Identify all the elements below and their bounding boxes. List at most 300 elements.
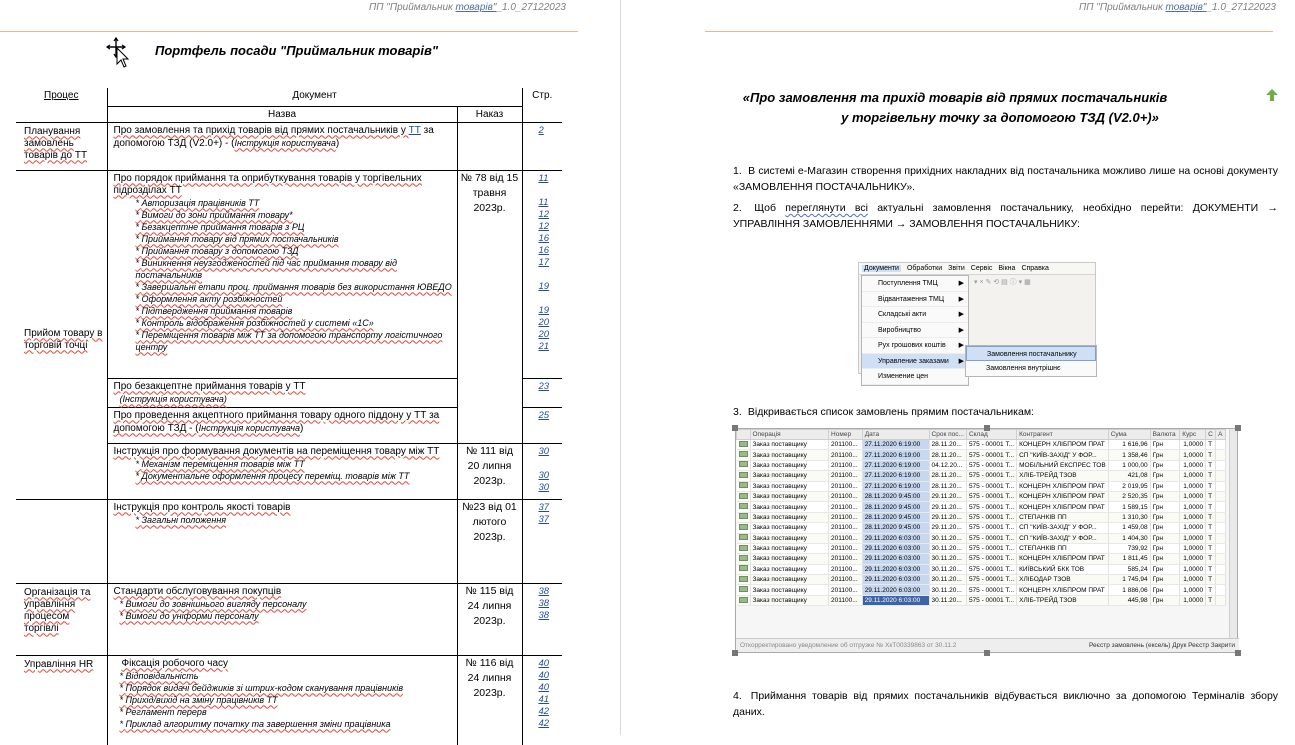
order-row[interactable] (737, 595, 1226, 605)
doc-subitem: * Вимоги до зони приймання товару* (114, 209, 453, 221)
doc-subitem: * Оформлення акту розбіжностей (114, 293, 453, 305)
order-cell: Заказ поставщику (750, 502, 829, 512)
order-cell: Грн (1150, 533, 1180, 543)
order-row[interactable] (737, 460, 1226, 470)
paragraph-text: Щоб (754, 202, 786, 214)
order-cell: Заказ поставщику (750, 460, 829, 470)
order-cell: 1 811,45 (1108, 554, 1150, 564)
order-row[interactable] (737, 502, 1226, 512)
row-icon-cell (737, 460, 751, 470)
doc-title: Фіксація робочого часу (121, 657, 229, 669)
doc-link[interactable]: ТТ (408, 124, 421, 136)
order-cell: Т (1206, 543, 1216, 553)
page-link[interactable]: 30 (538, 481, 550, 493)
order-cell: 421,08 (1108, 471, 1150, 481)
page-link[interactable]: 16 (538, 244, 550, 256)
order-cell: СП "КИЇВ-ЗАХІД" У ФОР... (1017, 533, 1109, 543)
submenu-supplier-order[interactable]: Замовлення постачальнику (966, 346, 1096, 361)
order-cell: № 111 від 20 липня 2023р. (457, 443, 522, 499)
dropdown-item[interactable]: Рух грошових коштів ▶ (862, 338, 968, 354)
row-icon-cell (737, 595, 751, 605)
paragraph-text: Відкривається список замовлень прямим постачальникам: (747, 406, 1034, 418)
order-cell: 575 - 00001 Т... (966, 512, 1016, 522)
order-row[interactable] (737, 440, 1226, 450)
order-cell: 29.11.2020 6:03:00 (862, 564, 929, 574)
order-cell: 201100... (829, 543, 863, 553)
order-cell: 201100... (829, 533, 863, 543)
resize-handle[interactable] (984, 650, 990, 656)
dropdown-item-orders[interactable]: Управление заказами ▶ (862, 354, 968, 370)
order-cell: КОНЦЕРН ХЛІБПРОМ ПРАТ (1017, 491, 1109, 501)
header-rule (705, 31, 1273, 32)
document-icon (739, 524, 748, 530)
dropdown-item[interactable]: Складські акти ▶ (862, 307, 968, 323)
doc-note: (Інструкція користувача) (119, 393, 227, 404)
document-icon (739, 586, 748, 592)
page-link[interactable]: 23 (538, 380, 550, 392)
row-icon-cell (737, 491, 751, 501)
page-link[interactable]: 21 (538, 340, 550, 352)
order-cell (1216, 471, 1226, 481)
dropdown-item[interactable]: Изменение цен (862, 369, 968, 385)
order-cell: СП "КИЇВ-ЗАХІД" У ФОР... (1017, 450, 1109, 460)
row-icon-cell (737, 450, 751, 460)
order-cell: 30.11.20... (929, 575, 966, 585)
order-cell (1216, 533, 1226, 543)
col-header[interactable]: Склад (966, 430, 1016, 440)
process-cell: Прийом товару в торговій точці (16, 170, 107, 499)
order-cell: 29.11.20... (929, 523, 966, 533)
doc-subitem: * Завершальні етапи проц. приймання товарів без використання ЮВЕДО (114, 281, 453, 293)
page-link[interactable]: 42 (538, 717, 550, 729)
page-link[interactable]: 38 (538, 597, 550, 609)
order-cell: 201100... (829, 481, 863, 491)
dropdown-item[interactable]: Поступлення ТМЦ ▶ (862, 276, 968, 292)
order-cell: 575 - 00001 Т... (966, 585, 1016, 595)
order-cell: Грн (1150, 491, 1180, 501)
table-row (16, 499, 562, 583)
table-row (16, 170, 562, 378)
doc-title: Про безакцептне приймання товарів у ТТ (113, 380, 306, 392)
orders-header-row (737, 430, 1226, 440)
order-cell: 29.11.2020 6:03:00 (862, 575, 929, 585)
order-cell: 29.11.20... (929, 491, 966, 501)
order-cell: 29.11.2020 6:03:00 (862, 543, 929, 553)
page-cell (522, 407, 562, 443)
dropdown-item[interactable]: Виробництво ▶ (862, 323, 968, 339)
document-cell (107, 122, 457, 170)
paragraph-text: актуальні замовлення постачальнику, необхідно перейти: ДОКУМЕНТИ → УПРАВЛІННЯ ЗАМОВЛЕННЯМИ → ЗАМОВЛЕННЯ ПОСТАЧАЛЬНИКУ: (733, 202, 1278, 230)
page-link[interactable]: 12 (538, 208, 550, 220)
doc-title: Інструкція про контроль якості товарів (113, 501, 291, 513)
order-cell: Грн (1150, 440, 1180, 450)
doc-subitem: * Механізм переміщення товарів між ТТ (114, 458, 453, 470)
page-cell (522, 170, 562, 378)
order-cell: 201100... (829, 585, 863, 595)
resize-handle[interactable] (984, 425, 990, 431)
page-link[interactable]: 37 (538, 501, 550, 513)
order-cell: 1 310,30 (1108, 512, 1150, 522)
order-cell: Грн (1150, 450, 1180, 460)
document-cell (107, 378, 457, 407)
process-cell (16, 499, 107, 583)
page-link[interactable]: 38 (538, 609, 550, 621)
document-cell (107, 499, 457, 583)
doc-subitem: * Авторизація працівників ТТ (114, 197, 453, 209)
page-link[interactable]: 30 (538, 469, 550, 481)
doc-subitem: * Документальне оформлення процесу переміщ. товарів між ТТ (114, 470, 453, 482)
order-cell: Т (1206, 471, 1216, 481)
order-cell: СТЕПАНКІВ ПП (1017, 512, 1109, 522)
order-cell: 201100... (829, 564, 863, 574)
menu-processing[interactable]: Обработки (906, 265, 943, 272)
order-cell: 1,0000 (1180, 460, 1206, 470)
row-icon-cell (737, 523, 751, 533)
doc-subitem: * Контроль відображення розбіжностей у системі «1С» (114, 317, 453, 329)
doc-note: Інструкція користувача (234, 137, 336, 148)
instruction-title-line1: «Про замовлення та прихід товарів від прямих постачальників (742, 90, 1168, 105)
document-icon (739, 472, 748, 478)
order-cell: 28.11.2020 9:45:00 (862, 491, 929, 501)
page-link[interactable]: 41 (538, 693, 550, 705)
order-row[interactable] (737, 585, 1226, 595)
order-cell: 1,0000 (1180, 502, 1206, 512)
doc-subitem: * Вимоги до зовнішнього вигляду персоналу (114, 598, 453, 610)
doc-title-close: ) (335, 137, 340, 149)
menu-reports[interactable]: Звіти (948, 265, 965, 272)
head-order: Наказ (457, 106, 522, 122)
order-cell: 28.11.2020 9:45:00 (862, 512, 929, 522)
doc-title-close: ) (300, 422, 304, 434)
move-cursor-icon (106, 37, 130, 69)
order-cell: 575 - 00001 Т... (966, 450, 1016, 460)
page-link[interactable]: 20 (538, 316, 550, 328)
order-cell: КИЇВСЬКИЙ БКК ТОВ (1017, 564, 1109, 574)
row-icon-cell (737, 481, 751, 491)
portfolio-table (16, 88, 562, 745)
arrow-up-icon[interactable] (1265, 88, 1279, 102)
row-icon-cell (737, 533, 751, 543)
order-cell: КОНЦЕРН ХЛІБПРОМ ПРАТ (1017, 481, 1109, 491)
document-icon (739, 513, 748, 519)
doc-title: Про замовлення та прихід товарів від прямих постачальників у (113, 124, 409, 136)
order-cell: 575 - 00001 Т... (966, 481, 1016, 491)
doc-title: Про проведення акцептного приймання товару одного піддону у ТТ за допомогою ТЗД - ( (113, 409, 440, 434)
order-cell: 201100... (829, 471, 863, 481)
order-cell: КОНЦЕРН ХЛІБПРОМ ПРАТ (1017, 502, 1109, 512)
chevron-right-icon: ▶ (958, 326, 964, 334)
order-cell: Грн (1150, 460, 1180, 470)
order-cell: Грн (1150, 523, 1180, 533)
doc-subitem: * Безакцептне приймання товарів з РЦ (114, 221, 453, 233)
table-row (16, 655, 562, 745)
menu-service[interactable]: Сервіс (970, 265, 993, 272)
page-link[interactable]: 19 (538, 304, 550, 316)
order-cell: Т (1206, 533, 1216, 543)
row-icon-cell (737, 575, 751, 585)
page-link[interactable]: 2 (538, 124, 544, 136)
col-header[interactable]: Дата (862, 430, 929, 440)
order-cell: Заказ поставщику (750, 481, 829, 491)
page-header: ПП "Приймальник товарів"_1.0_27122023 (369, 2, 566, 13)
col-header[interactable]: С (1206, 430, 1216, 440)
page-gutter (578, 0, 705, 735)
page-link[interactable]: 12 (538, 220, 550, 232)
order-cell: 1,0000 (1180, 450, 1206, 460)
order-cell: Грн (1150, 502, 1180, 512)
document-icon (739, 565, 748, 571)
order-cell: 30.11.20... (929, 554, 966, 564)
order-cell: 1 616,96 (1108, 440, 1150, 450)
order-cell: 201100... (829, 460, 863, 470)
page-link[interactable]: 11 (538, 172, 549, 184)
order-cell (1216, 543, 1226, 553)
order-cell: Заказ поставщику (750, 585, 829, 595)
col-header[interactable]: Номер (829, 430, 863, 440)
doc-subitem: * Приклад алгоритму початку та завершення зміни працівника (114, 718, 453, 730)
document-icon (739, 534, 748, 540)
order-row[interactable] (737, 564, 1226, 574)
order-cell: Т (1206, 450, 1216, 460)
order-cell: 201100... (829, 575, 863, 585)
page-link[interactable]: 19 (538, 280, 550, 292)
order-cell (1216, 595, 1226, 605)
order-cell: Грн (1150, 595, 1180, 605)
col-header[interactable]: Контрагент (1017, 430, 1109, 440)
doc-subitem: * Приймання товару від прямих постачальників (114, 233, 453, 245)
order-row[interactable] (737, 450, 1226, 460)
order-cell: 1,0000 (1180, 471, 1206, 481)
order-cell: 1,0000 (1180, 543, 1206, 553)
order-cell (1216, 440, 1226, 450)
list-number: 4. (733, 690, 742, 702)
doc-subitem: * Регламент перерв (114, 706, 453, 718)
order-cell: Заказ поставщику (750, 554, 829, 564)
order-cell: СТЕПАНКІВ ПП (1017, 543, 1109, 553)
order-cell: 29.11.2020 6:03:00 (862, 595, 929, 605)
page-link[interactable]: 37 (538, 513, 550, 525)
order-cell: 575 - 00001 Т... (966, 595, 1016, 605)
page-link[interactable]: 42 (538, 705, 550, 717)
submenu-internal-order[interactable]: Замовлення внутрішнє (986, 365, 1061, 372)
order-cell (1216, 554, 1226, 564)
order-cell: 04.12.20... (929, 460, 966, 470)
head-name: Назва (107, 106, 457, 122)
chevron-right-icon: ▶ (958, 311, 964, 318)
order-cell: СП "КИЇВ-ЗАХІД" У ФОР... (1017, 523, 1109, 533)
toolbar-icons: ▾ × ✎ ⟲ ▤ ⓘ ▾ ▦ (974, 279, 1031, 286)
order-cell: Т (1206, 491, 1216, 501)
resize-handle[interactable] (1235, 650, 1241, 656)
page-link[interactable]: 17 (538, 256, 550, 268)
order-cell: 575 - 00001 Т... (966, 543, 1016, 553)
resize-handle[interactable] (732, 425, 738, 431)
doc-subitem: * Відповідальність (114, 670, 453, 682)
head-page: Стр. (522, 88, 562, 122)
paragraph-2 (733, 200, 1278, 232)
chevron-right-icon: ▶ (958, 342, 964, 349)
paragraph-1 (733, 163, 1278, 195)
doc-subitem: * Загальні положення (114, 514, 453, 526)
order-cell: Т (1206, 585, 1216, 595)
order-row[interactable] (737, 554, 1226, 564)
order-cell (1216, 585, 1226, 595)
document-page-right (705, 0, 1295, 735)
document-icon (739, 482, 748, 488)
order-cell: 575 - 00001 Т... (966, 440, 1016, 450)
row-icon-cell (737, 554, 751, 564)
process-cell: Планування замовлень товарів до ТТ (16, 122, 107, 170)
page-link[interactable]: 40 (538, 681, 550, 693)
order-cell: № 78 від 15 травня 2023р. (457, 170, 522, 443)
order-row[interactable] (737, 523, 1226, 533)
page-link[interactable]: 40 (538, 657, 550, 669)
order-cell: 1 459,08 (1108, 523, 1150, 533)
order-cell: 1,0000 (1180, 564, 1206, 574)
doc-subitem: * Переміщення товарів між ТТ за допомогою транспорту логістичного центру (114, 329, 453, 353)
order-cell: №23 від 01 лютого 2023р. (457, 499, 522, 583)
portfolio-title: Портфель посади "Приймальник товарів" (155, 43, 438, 58)
order-row[interactable] (737, 533, 1226, 543)
order-row[interactable] (737, 575, 1226, 585)
page-link[interactable]: 40 (538, 669, 550, 681)
document-icon (739, 597, 748, 603)
order-cell: 201100... (829, 554, 863, 564)
order-row[interactable] (737, 491, 1226, 501)
page-cell (522, 499, 562, 583)
order-cell: 201100... (829, 595, 863, 605)
doc-note: Інструкція користувача (198, 422, 300, 433)
process-cell: Управління HR (16, 655, 107, 745)
order-cell: Заказ поставщику (750, 471, 829, 481)
document-cell (107, 583, 457, 655)
chevron-right-icon: ▶ (958, 295, 964, 303)
order-cell: 575 - 00001 Т... (966, 554, 1016, 564)
row-icon-cell (737, 564, 751, 574)
documents-dropdown (861, 275, 969, 386)
menu-documents[interactable]: Документи (864, 265, 899, 272)
menubar (859, 263, 1095, 275)
order-cell: Грн (1150, 471, 1180, 481)
order-cell: 1 358,46 (1108, 450, 1150, 460)
order-cell: 1 404,30 (1108, 533, 1150, 543)
order-row[interactable] (737, 512, 1226, 522)
order-cell: 1,0000 (1180, 554, 1206, 564)
order-cell: 30.11.20... (929, 585, 966, 595)
order-cell: 30.11.20... (929, 564, 966, 574)
order-cell: 1,0000 (1180, 595, 1206, 605)
order-cell: 1 886,06 (1108, 585, 1150, 595)
head-process: Процес (44, 90, 79, 101)
resize-handle[interactable] (732, 650, 738, 656)
order-cell: Заказ поставщику (750, 512, 829, 522)
page-link[interactable]: 25 (538, 409, 550, 421)
page-cell (522, 122, 562, 170)
page-link[interactable]: 38 (538, 585, 550, 597)
doc-subitem: * Підтвердження приймання товарів (114, 305, 453, 317)
order-cell: Т (1206, 595, 1216, 605)
page-divider (620, 0, 621, 735)
order-row[interactable] (737, 481, 1226, 491)
order-cell: Т (1206, 512, 1216, 522)
menu-windows[interactable]: Вікна (998, 265, 1016, 272)
orders-table (736, 429, 1226, 606)
doc-subitem: * Порядок видачі бейджиків зі штрих-кодом сканування працівників (114, 682, 453, 694)
vertical-scrollbar[interactable] (1229, 429, 1237, 639)
row-icon-cell (737, 440, 751, 450)
menu-help[interactable]: Справка (1021, 265, 1049, 272)
doc-title: Про порядок приймання та оприбуткування товарів у торгівельних підрозділах ТТ (113, 172, 422, 196)
order-cell: 445,98 (1108, 595, 1150, 605)
orders-list-screenshot (735, 428, 1238, 653)
order-cell: 1,0000 (1180, 533, 1206, 543)
order-cell: 27.11.2020 6:19:00 (862, 481, 929, 491)
order-cell: 30.11.20... (929, 595, 966, 605)
order-cell: 29.11.20... (929, 512, 966, 522)
order-cell: 1 589,15 (1108, 502, 1150, 512)
doc-title-cont: за допомогою ТЗД (V2.0+) - ( (113, 124, 434, 149)
document-icon (739, 451, 748, 457)
doc-subitem: * Вимоги до уніформи персоналу (114, 610, 453, 622)
col-header[interactable]: Операція (750, 430, 829, 440)
order-cell: Грн (1150, 554, 1180, 564)
document-icon (739, 441, 748, 447)
order-cell: 28.11.20... (929, 481, 966, 491)
instruction-title-line2: у торгівельну точку за допомогою ТЗД (V2.0+)» (841, 110, 1159, 125)
page-link[interactable]: 30 (538, 445, 550, 457)
order-cell: 201100... (829, 502, 863, 512)
list-number: 2. (733, 202, 742, 214)
head-document: Документ (107, 88, 522, 106)
order-cell: Заказ поставщику (750, 595, 829, 605)
row-icon-cell (737, 585, 751, 595)
order-row[interactable] (737, 471, 1226, 481)
order-cell: 739,92 (1108, 543, 1150, 553)
order-cell: 1,0000 (1180, 523, 1206, 533)
order-cell: Т (1206, 460, 1216, 470)
doc-subitem: * Виникнення неузгодженостей під час приймання товару від постачальників (114, 257, 453, 281)
page-link[interactable]: 16 (538, 232, 550, 244)
page-link[interactable]: 20 (538, 328, 550, 340)
col-header[interactable]: А (1216, 430, 1226, 440)
order-cell: Заказ поставщику (750, 575, 829, 585)
order-row[interactable] (737, 543, 1226, 553)
table-row (16, 583, 562, 655)
resize-handle[interactable] (1235, 425, 1241, 431)
document-cell (107, 170, 457, 378)
col-header[interactable]: Курс (1180, 430, 1206, 440)
order-cell: 29.11.2020 6:03:00 (862, 585, 929, 595)
order-cell: 575 - 00001 Т... (966, 491, 1016, 501)
document-cell (107, 655, 457, 745)
order-cell: 585,24 (1108, 564, 1150, 574)
page-cell (522, 443, 562, 499)
order-cell: Грн (1150, 543, 1180, 553)
order-cell: 2 520,35 (1108, 491, 1150, 501)
page-link[interactable]: 11 (538, 196, 549, 208)
col-header[interactable]: Срок пос... (929, 430, 966, 440)
row-icon-cell (737, 512, 751, 522)
row-icon-cell (737, 471, 751, 481)
row-icon-cell (737, 543, 751, 553)
dropdown-item[interactable]: Відвантаження ТМЦ ▶ (862, 292, 968, 308)
col-header[interactable]: Сума (1108, 430, 1150, 440)
order-cell: 201100... (829, 491, 863, 501)
order-cell: 201100... (829, 523, 863, 533)
order-cell: 27.11.2020 6:19:00 (862, 450, 929, 460)
status-buttons[interactable]: Реєстр замовлень (ексель) Друк Реєстр Закрити (1088, 642, 1235, 649)
col-header[interactable]: Валюта (1150, 430, 1180, 440)
